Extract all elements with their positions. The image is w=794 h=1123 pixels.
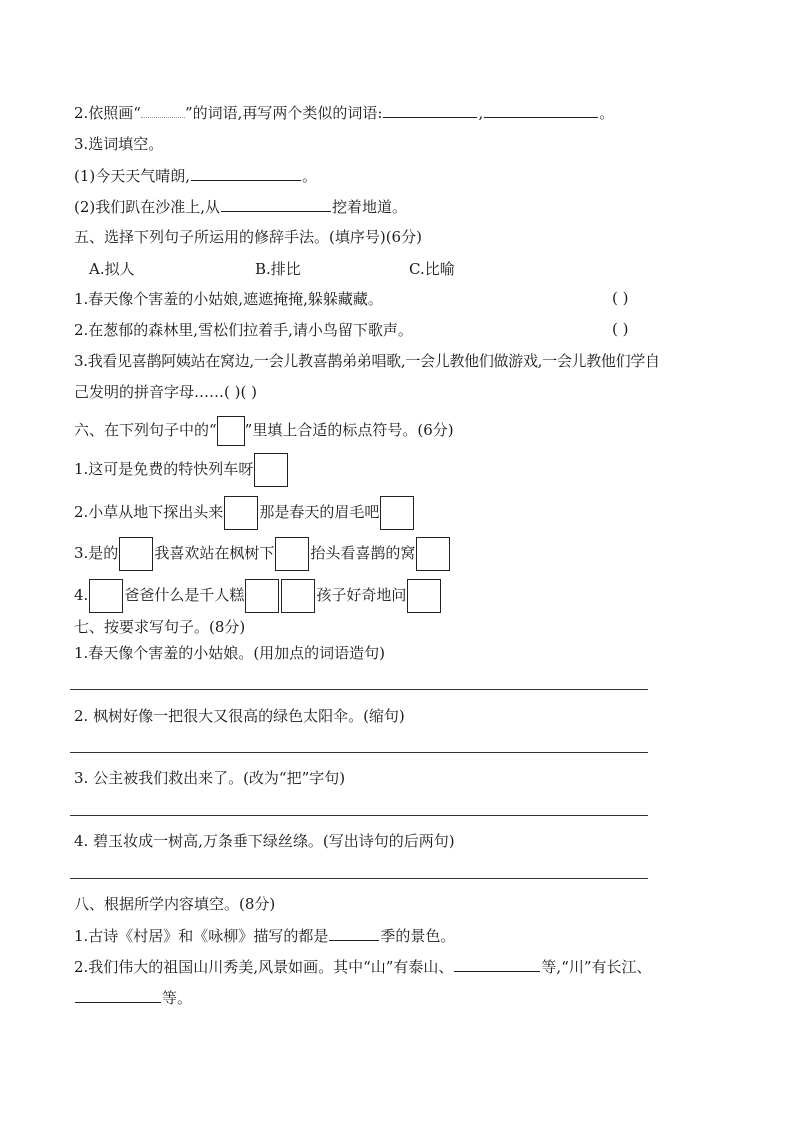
s8-s2-text-a: 2.我们伟大的祖国山川秀美,风景如画。其中“山”有泰山、 [74,958,454,976]
answer-blank[interactable] [75,987,161,1003]
answer-blank[interactable] [454,956,540,972]
q3-sentence-2 [74,196,407,217]
s6-sentence-4 [74,577,442,613]
punctuation-box[interactable] [254,453,288,487]
punctuation-box-sample [217,416,245,446]
s8-s1-text-a: 1.古诗《村居》和《咏柳》描写的都是 [74,927,329,945]
punctuation-box[interactable] [89,579,123,613]
answer-blank[interactable] [484,102,598,118]
s6-s3-text-a: 3.是的 [74,544,119,562]
s6-s3-text-b: 我喜欢站在枫树下 [154,544,275,562]
answer-line[interactable] [70,689,648,690]
wavy-underline-sample [141,102,185,118]
s8-item-2-cont [74,987,192,1008]
s5-item-2: 2.在葱郁的森林里,雪松们拉着手,请小鸟留下歌声。 [74,321,413,339]
answer-blank[interactable] [329,925,379,941]
s7-item-3: 3. 公主被我们救出来了。(改为“把”字句) [74,769,346,787]
s6-s4-text-b: 爸爸什么是千人糕 [124,586,245,604]
q3-s2-tail: 挖着地道。 [332,198,408,216]
section-5-title: 五、选择下列句子所运用的修辞手法。(填序号)(6分) [74,228,422,246]
punctuation-box[interactable] [275,537,309,571]
s6-s4-text-a: 4. [74,586,89,604]
s7-item-4: 4. 碧玉妆成一树高,万条垂下绿丝绦。(写出诗句的后两句) [74,832,455,850]
s7-item-1: 1.春天像个害羞的小姑娘。(用加点的词语造句) [74,644,386,662]
s6-title-b: ”里填上合适的标点符号。(6分) [244,421,454,439]
answer-paren[interactable]: ( ) [612,320,629,338]
punctuation-box[interactable] [224,496,258,530]
section-8-title: 八、根据所学内容填空。(8分) [74,895,276,913]
s6-s3-text-c: 抬头看喜鹊的窝 [310,544,416,562]
punctuation-box[interactable] [245,579,279,613]
punctuation-box[interactable] [416,537,450,571]
q3-s2-text: (2)我们趴在沙准上,从 [74,198,221,216]
s6-s2-text-a: 2.小草从地下探出头来 [74,503,224,521]
s6-s1-text: 1.这可是免费的特快列车呀 [74,460,254,478]
q3-sentence-1 [74,165,317,186]
punctuation-box[interactable] [119,537,153,571]
answer-blank[interactable] [191,165,301,181]
q2-end: 。 [599,104,615,122]
q2-text-a: 2.依照画“ [74,104,141,122]
answer-line[interactable] [70,815,648,816]
s7-item-2: 2. 枫树好像一把很大又很高的绿色太阳伞。(缩句) [74,707,405,725]
s6-s4-text-c: 孩子好奇地问 [316,586,407,604]
s6-sentence-2 [74,494,415,530]
q3-title: 3.选词填空。 [74,135,164,153]
answer-line[interactable] [70,752,648,753]
q2-text-b: ”的词语,再写两个类似的词语: [184,104,383,122]
option-c: C.比喻 [409,260,455,278]
s8-s2-end: 等。 [162,989,193,1007]
s6-s2-text-b: 那是春天的眉毛吧 [259,503,380,521]
section-7-title: 七、按要求写句子。(8分) [74,618,246,636]
q3-s1-text: (1)今天天气晴朗, [74,167,191,185]
s8-s2-text-b: 等,“川”有长江、 [541,958,652,976]
answer-blank[interactable] [221,196,331,212]
s5-item-3-line2: 己发明的拼音字母……( )( ) [74,383,257,401]
q2-comma: , [478,104,484,122]
s6-title-a: 六、在下列句子中的“ [74,421,217,439]
s6-sentence-3 [74,535,451,571]
option-b: B.排比 [255,260,301,278]
question-2 [74,102,614,123]
punctuation-box[interactable] [407,579,441,613]
section-6-title [74,413,454,449]
q3-s1-end: 。 [302,167,318,185]
s6-sentence-1 [74,451,289,487]
answer-blank[interactable] [383,102,477,118]
s8-item-2 [74,956,652,977]
s5-item-3-line1: 3.我看见喜鹊阿姨站在窝边,一会儿教喜鹊弟弟唱歌,一会儿教他们做游戏,一会儿教他们学自 [74,352,660,370]
punctuation-box[interactable] [380,496,414,530]
s8-item-1 [74,925,455,946]
answer-paren[interactable]: ( ) [612,289,629,307]
s5-item-1: 1.春天像个害羞的小姑娘,遮遮掩掩,躲躲藏藏。 [74,290,383,308]
punctuation-box[interactable] [281,579,315,613]
s8-s1-text-b: 季的景色。 [380,927,456,945]
option-a: A.拟人 [89,260,135,278]
answer-line[interactable] [70,878,648,879]
